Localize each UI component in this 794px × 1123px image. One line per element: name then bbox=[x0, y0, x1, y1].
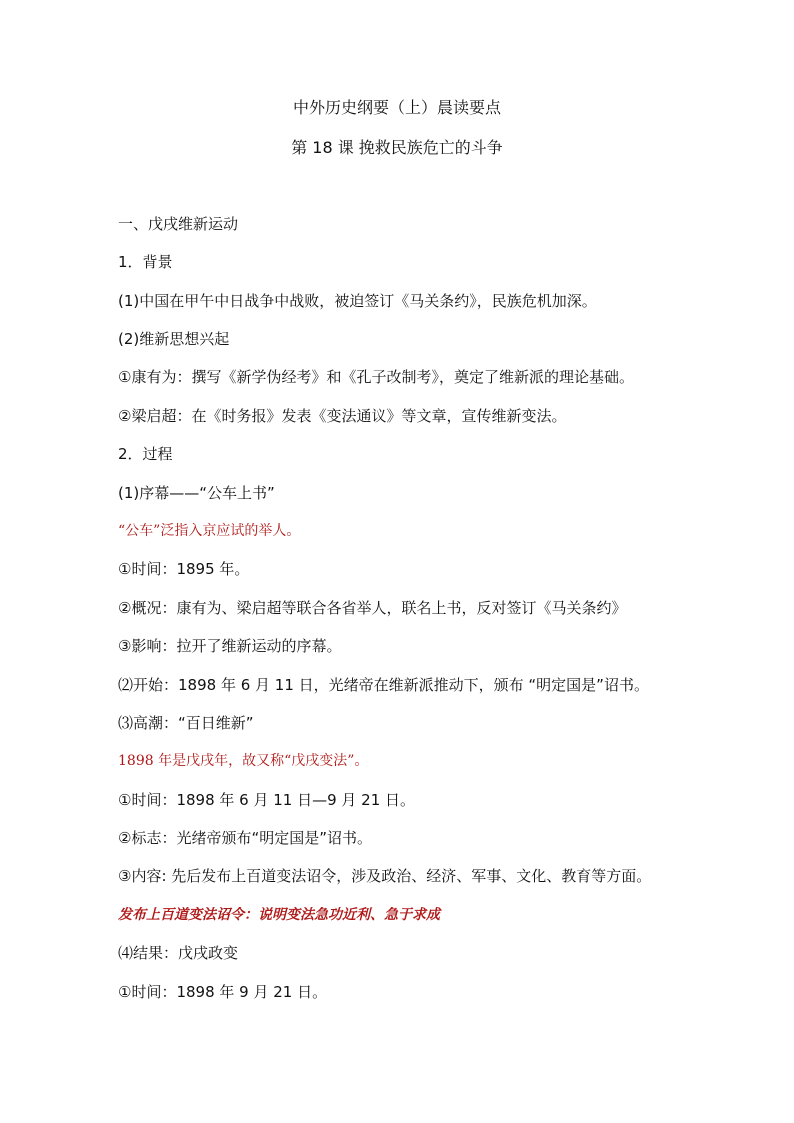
text-line: ⑶高潮：“百日维新” bbox=[118, 714, 254, 732]
text-line: ②标志：光绪帝颁布“明定国是”诏书。 bbox=[118, 829, 372, 847]
subsection-heading: 2．过程 bbox=[118, 445, 173, 463]
text-line: ②梁启超：在《时务报》发表《变法通议》等文章，宣传维新变法。 bbox=[118, 407, 567, 425]
text-line: ①时间：1898 年 9 月 21 日。 bbox=[118, 983, 328, 1001]
annotation-note: 发布上百道变法诏令：说明变法急功近利、急于求成 bbox=[118, 907, 440, 923]
text-line: ①时间：1895 年。 bbox=[118, 560, 250, 578]
text-line: ⑵开始：1898 年 6 月 11 日，光绪帝在维新派推动下，颁布 “明定国是”诏书。 bbox=[118, 676, 649, 694]
text-line: ①康有为：撰写《新学伪经考》和《孔子改制考》，奠定了维新派的理论基础。 bbox=[118, 368, 634, 386]
text-line: (1)中国在甲午中日战争中战败，被迫签订《马关条约》，民族危机加深。 bbox=[118, 292, 597, 310]
text-line: (1)序幕——“公车上书” bbox=[118, 484, 275, 502]
text-line: (2)维新思想兴起 bbox=[118, 330, 230, 348]
annotation-note: “公车”泛指入京应试的举人。 bbox=[118, 523, 301, 539]
text-line: ③影响：拉开了维新运动的序幕。 bbox=[118, 637, 342, 655]
section-heading: 一、戊戌维新运动 bbox=[118, 215, 239, 233]
text-line: ⑷结果：戊戌政变 bbox=[118, 944, 239, 962]
text-line: ③内容: 先后发布上百道变法诏令，涉及政治、经济、军事、文化、教育等方面。 bbox=[118, 867, 652, 885]
subsection-heading: 1．背景 bbox=[118, 253, 173, 271]
lesson-title: 第 18 课 挽救民族危亡的斗争 bbox=[291, 138, 503, 157]
text-line: ②概况：康有为、梁启超等联合各省举人，联名上书，反对签订《马关条约》 bbox=[118, 599, 627, 617]
text-line: ①时间：1898 年 6 月 11 日—9 月 21 日。 bbox=[118, 791, 416, 809]
annotation-note: 1898 年是戊戌年，故又称“戊戌变法”。 bbox=[118, 753, 369, 769]
document-title: 中外历史纲要（上）晨读要点 bbox=[292, 98, 501, 117]
